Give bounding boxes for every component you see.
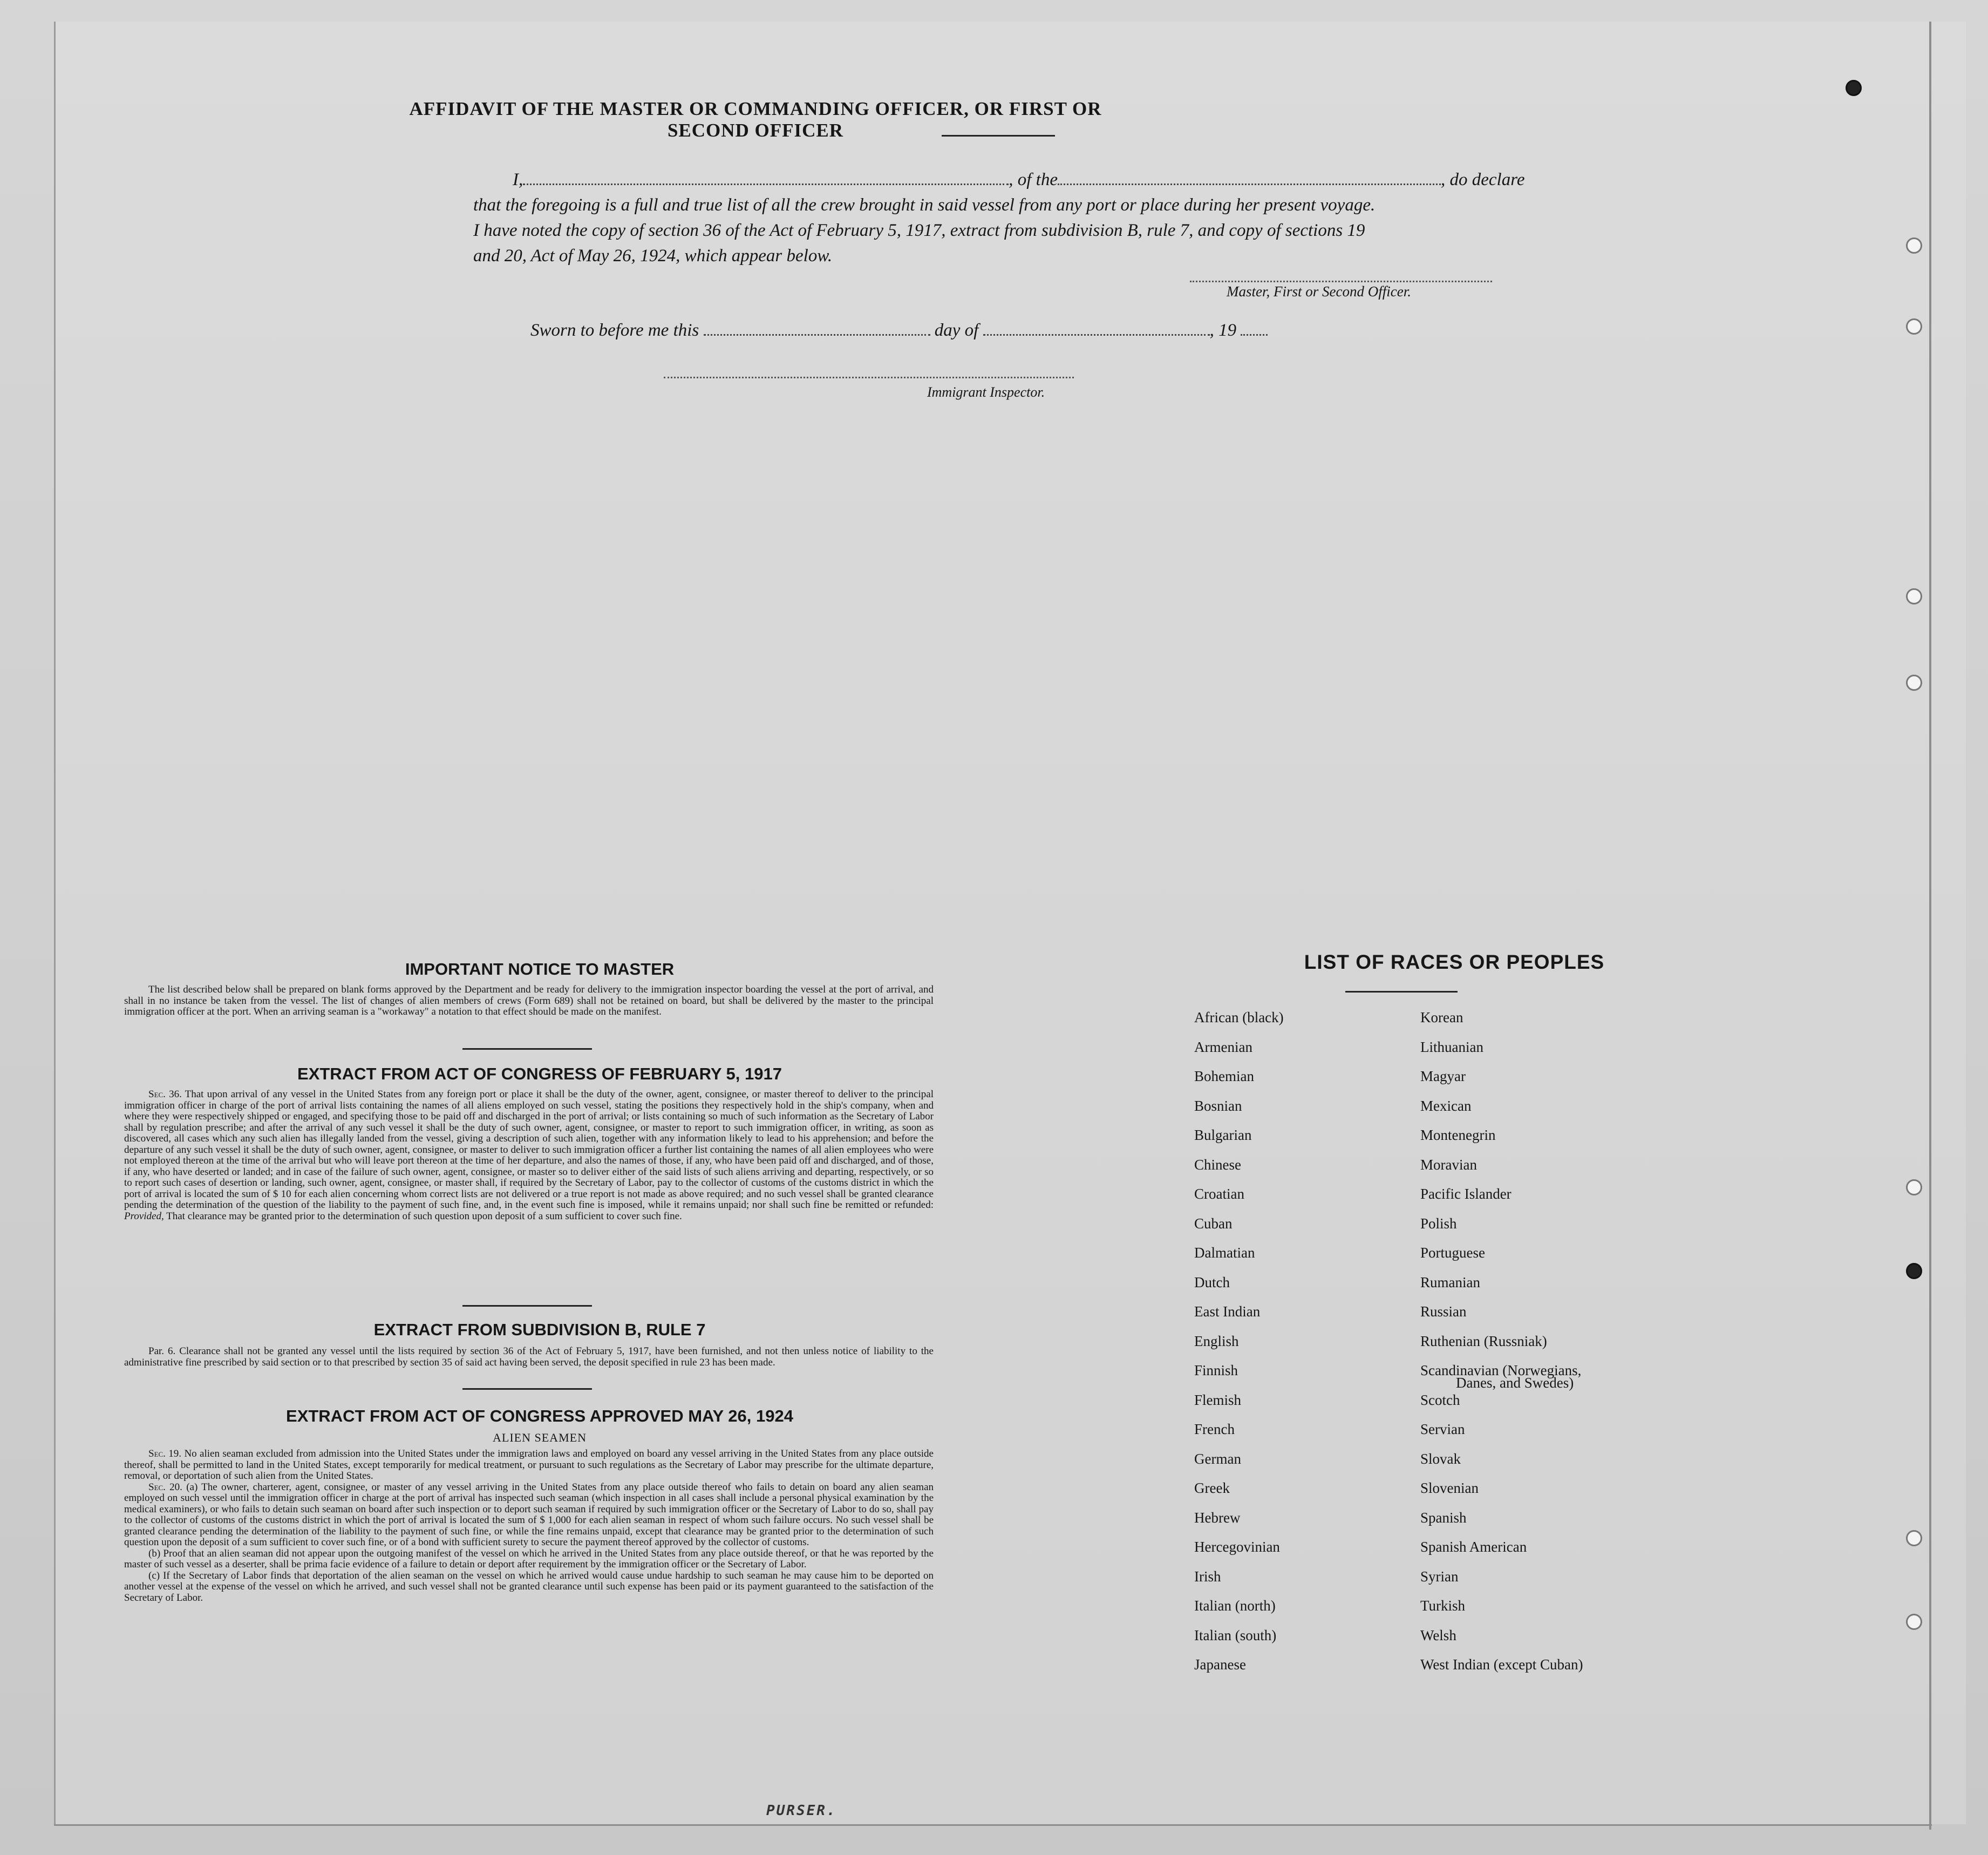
sworn-label: Sworn to before me this: [530, 321, 699, 340]
i-label: I,: [513, 170, 523, 189]
rule7-title: EXTRACT FROM SUBDIVISION B, RULE 7: [373, 1320, 706, 1339]
punch-hole: [1906, 1614, 1922, 1630]
affidavit-line-1: [513, 170, 1524, 190]
sec-19-text: No alien seaman excluded from admission into the United States under the immigration laws and employed on board any vessel arriving in the United States from any place outside thereof, shall be permitted to land in the United States, except temporarily for medical treatment, or pursuant to such regulations as the Secretary of Labor may prescribe for the ultimate departure, removal, or deportation of such alien from the United States.: [124, 1448, 934, 1482]
race-item: Greek: [1194, 1480, 1230, 1496]
sec-36-label: Sec. 36.: [148, 1089, 182, 1100]
sworn-day-blank[interactable]: [704, 334, 930, 336]
race-item: Armenian: [1194, 1039, 1252, 1055]
affidavit-title: AFFIDAVIT OF THE MASTER OR COMMANDING OFFICER, OR FIRST OR SECOND OFFICER: [409, 98, 1102, 141]
race-item: Hebrew: [1194, 1510, 1241, 1526]
race-item: Spanish American: [1420, 1539, 1527, 1555]
punch-hole: [1906, 318, 1922, 335]
rule7-body: [124, 1346, 934, 1368]
race-item: English: [1194, 1333, 1239, 1349]
punch-hole: [1846, 80, 1862, 96]
race-item: Welsh: [1420, 1627, 1456, 1643]
sec-36-text: That upon arrival of any vessel in the United States from any foreign port or place it shall be the duty of the owner, agent, consignee, or master thereof to deliver to the principal immigration officer in charge of the port of arrival lists containing the names of all aliens employed on such vessel, stating the positions they respectively hold in the ship's company, when and where they were respectively shipped or engaged, and specifying those to be paid off and discharged in the port of arrival; or lists containing so much of such information as the Secretary of Labor shall by regulation prescribe; and after the arrival of any such vessel it shall be the duty of such owner, agent, consignee, or master to report to such immigration officer, in writing, as soon as discovered, all cases which any such alien has illegally landed from the vessel, giving a description of such alien, together with any information likely to lead to his apprehension; and before the departure of any such vessel it shall be the duty of such owner, agent, consignee, or master to deliver to such immigration officer a further list containing the names of all alien employees who were not employed thereon at the time of the arrival but who will leave port thereon at the time of her departure, and also the names of those, if any, who have been paid off and discharged, and of those, if any, who have deserted or landed; and in case of the failure of such owner, agent, consignee, or master so to deliver either of the said lists of such aliens arriving and departing, respectively, or so to report such cases of desertion or landing, such owner, agent, consignee, or master shall, if required by the Secretary of Labor, pay to the collector of customs of the customs district in which the port of arrival is located the sum of $ 10 for each alien concerning whom correct lists are not delivered or a true report is not made as above required; and no such vessel shall be granted clearance pending the determination of the question of the liability to the payment of such fine, and, in the event such fine is imposed, while it remains unpaid; nor shall such fine be remitted or refunded:: [124, 1089, 934, 1211]
sec-19-label: Sec. 19.: [148, 1448, 182, 1459]
affidavit-line-2: that the foregoing is a full and true list of all the crew brought in said vessel from any port or place during her present voyage.: [473, 195, 1376, 215]
section-rule: [462, 1305, 592, 1307]
affidavit-line-4: and 20, Act of May 26, 1924, which appear below.: [473, 246, 833, 266]
section-rule: [462, 1048, 592, 1050]
sec-36-text-end: That clearance may be granted prior to the determination of such question upon deposit of a sum sufficient to cover such fine.: [166, 1210, 682, 1222]
name-blank[interactable]: [523, 184, 1009, 185]
affidavit-line-3: I have noted the copy of section 36 of the Act of February 5, 1917, extract from subdivision B, rule 7, and copy of sections 19: [473, 221, 1365, 240]
race-item: Bulgarian: [1194, 1127, 1252, 1143]
sheet-edge-bottom: [54, 1824, 1932, 1826]
punch-hole: [1906, 237, 1922, 254]
sec-20b-text: (b) Proof that an alien seaman did not appear upon the outgoing manifest of the vessel on which he arrived in the United States from any place outside thereof, or that he was reported by the master of such vessel as a deserter, shall be prima facie evidence of a failure to detain or deport after requirement by the immigration officer or the Secretary of Labor.: [124, 1547, 934, 1570]
race-item: Italian (south): [1194, 1627, 1277, 1643]
race-item: Dutch: [1194, 1274, 1230, 1290]
sec-20-label: Sec. 20.: [148, 1481, 182, 1493]
race-item: Russian: [1420, 1303, 1467, 1320]
race-item: Ruthenian (Russniak): [1420, 1333, 1547, 1349]
race-item: French: [1194, 1421, 1235, 1437]
races-rule: [1345, 991, 1458, 993]
race-item: Scandinavian (Norwegians,: [1420, 1362, 1582, 1378]
punch-hole: [1906, 588, 1922, 604]
purser-handwriting: PURSER.: [766, 1803, 837, 1819]
race-item: Bohemian: [1194, 1068, 1254, 1084]
race-item: Korean: [1420, 1009, 1463, 1025]
vessel-blank[interactable]: [1058, 184, 1441, 185]
notice-title: IMPORTANT NOTICE TO MASTER: [405, 960, 675, 979]
race-item: Polish: [1420, 1215, 1457, 1232]
punch-hole: [1906, 1179, 1922, 1195]
race-item: Spanish: [1420, 1510, 1467, 1526]
punch-hole: [1906, 1263, 1922, 1279]
race-item: Syrian: [1420, 1568, 1459, 1585]
race-item: West Indian (except Cuban): [1420, 1656, 1583, 1673]
race-item: Bosnian: [1194, 1098, 1242, 1114]
sec-20a-text: (a) The owner, charterer, agent, consignee, or master of any vessel arriving in the United States from any place outside thereof who fails to detain on board any alien seaman employed on such vessel until the immigration officer in charge at the port of arrival has inspected such seaman (which inspection in all cases shall include a personal physical examination by the medical examiners), or who fails to detain such seaman on board after such inspection or to deport such seaman if required by such immigration officer or the Secretary of Labor to do so, shall pay to the collector of customs of the customs district in which the port of arrival is located the sum of $ 1,000 for each alien seaman in respect of whom such failure occurs. No such vessel shall be granted clearance pending the determination of the liability to the payment of such fine, or while the fine remains unpaid, except that clearance may be granted prior to the determination of such question upon the deposit of a sum sufficient to cover such fine, or of a bond with sufficient surety to secure the payment thereof approved by the collector of customs.: [124, 1481, 934, 1548]
race-item: African (black): [1194, 1009, 1284, 1025]
sworn-line: [530, 321, 1268, 341]
sheet-edge: [1929, 22, 1931, 1830]
race-item: East Indian: [1194, 1303, 1261, 1320]
race-item: Mexican: [1420, 1098, 1472, 1114]
punch-hole: [1906, 1530, 1922, 1546]
race-item: Chinese: [1194, 1157, 1241, 1173]
rule7-text: Par. 6. Clearance shall not be granted any vessel until the lists required by section 36 of the Act of February 5, 1917, have been furnished, and not then unless notice of liability to the administrative fine prescribed by said section or to that prescribed by section 35 of said act having been served, the deposit specified in rule 23 has been made.: [124, 1346, 934, 1368]
race-item: Pacific Islander: [1420, 1186, 1512, 1202]
race-item: Lithuanian: [1420, 1039, 1483, 1055]
extract-1924-title: EXTRACT FROM ACT OF CONGRESS APPROVED MAY 26, 1924: [286, 1406, 793, 1425]
year-blank[interactable]: [1241, 334, 1268, 336]
notice-body: [124, 984, 934, 1018]
race-item: Rumanian: [1420, 1274, 1480, 1290]
race-item-continuation: Danes, and Swedes): [1456, 1375, 1574, 1391]
race-item: Moravian: [1420, 1157, 1477, 1173]
master-signature-line[interactable]: [1190, 281, 1492, 282]
extract-1917-body: [124, 1089, 934, 1222]
inspector-signature-line[interactable]: [664, 377, 1074, 378]
master-signature-label: Master, First or Second Officer.: [1227, 283, 1411, 300]
race-item: Irish: [1194, 1568, 1221, 1585]
sworn-month-blank[interactable]: [983, 334, 1210, 336]
race-item: Servian: [1420, 1421, 1465, 1437]
notice-text: The list described below shall be prepared on blank forms approved by the Department and be ready for delivery to the immigration inspector boarding the vessel at the port of arrival, and shall in no instance be taken from the vessel. The list of changes of alien members of crews (Form 689) shall not be retained on board, but shall be delivered by the master to the principal immigration officer at the port. When an arriving seaman is a "workaway" a notation to that effect should be made on the manifest.: [124, 984, 934, 1017]
alien-seamen-subtitle: ALIEN SEAMEN: [493, 1431, 587, 1444]
race-item: Flemish: [1194, 1392, 1242, 1408]
race-item: Hercegovinian: [1194, 1539, 1280, 1555]
race-item: Slovak: [1420, 1451, 1461, 1467]
races-title: LIST OF RACES OR PEOPLES: [1304, 951, 1605, 973]
race-item: Portuguese: [1420, 1245, 1485, 1261]
race-item: Turkish: [1420, 1598, 1466, 1614]
race-item: Finnish: [1194, 1362, 1238, 1378]
race-item: Slovenian: [1420, 1480, 1479, 1496]
race-item: Scotch: [1420, 1392, 1460, 1408]
race-item: Magyar: [1420, 1068, 1466, 1084]
sec-20c-text: (c) If the Secretary of Labor finds that deportation of the alien seaman on the vessel on which he arrived would cause undue hardship to such seaman he may cause him to be deported on another vessel at the expense of the vessel on which he arrived, and such vessel shall not be granted clearance until such expense has been paid or its payment guaranteed to the satisfaction of the Secretary of Labor.: [124, 1569, 934, 1603]
provided-label: Provided,: [124, 1210, 164, 1222]
title-rule: [942, 135, 1055, 137]
inspector-label: Immigrant Inspector.: [927, 384, 1045, 400]
punch-hole: [1906, 675, 1922, 691]
day-of-label: day of: [934, 321, 979, 340]
do-declare-label: , do declare: [1440, 170, 1525, 189]
extract-1924-body: [124, 1449, 934, 1603]
race-item: Japanese: [1194, 1656, 1246, 1673]
race-item: Italian (north): [1194, 1598, 1276, 1614]
race-item: Montenegrin: [1420, 1127, 1496, 1143]
race-item: Dalmatian: [1194, 1245, 1255, 1261]
race-item: German: [1194, 1451, 1241, 1467]
section-rule: [462, 1388, 592, 1390]
race-item: Croatian: [1194, 1186, 1244, 1202]
race-item: Cuban: [1194, 1215, 1233, 1232]
of-the-label: , of the: [1009, 170, 1058, 189]
extract-1917-title: EXTRACT FROM ACT OF CONGRESS OF FEBRUARY 5, 1917: [297, 1064, 782, 1083]
year-label: , 19: [1209, 321, 1237, 340]
